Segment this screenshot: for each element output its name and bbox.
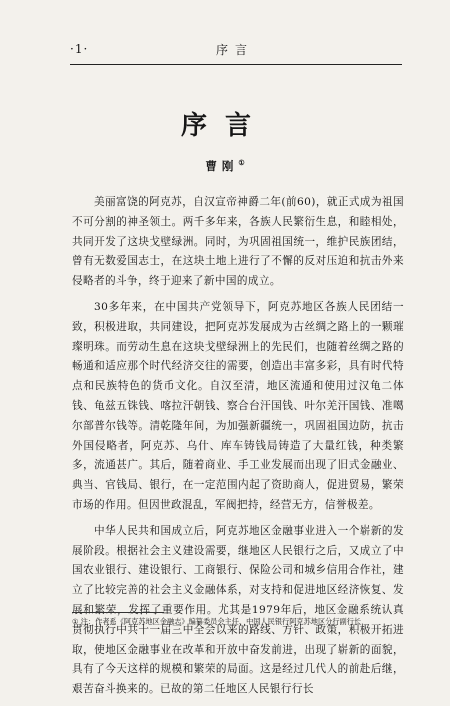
author-line [0, 158, 450, 174]
body-text [72, 193, 404, 706]
footnote-rule [72, 612, 164, 613]
page-header [70, 40, 400, 60]
footnote-text: 注：作者系《阿克苏地区金融志》编纂委员会主任、中国人民银行阿克苏地区分行副行长 [80, 617, 362, 626]
footnote [72, 617, 404, 627]
paragraph-2: 30多年来，在中国共产党领导下，阿克苏地区各族人民团结一致，积极进取，共同建设，把阿克苏发展成为古丝绸之路上的一颗璀璨明珠。而劳动生息在这块戈壁绿洲上的先民们，也随着丝绸之路的畅通和适应那个时代经济交往的需要，创造出丰富多彩，具有时代特点和民族特色的货币文化。自汉至清，地区流通和使用过汉龟二体钱、龟兹五铢钱、喀拉汗朝钱、察合台汗国钱、叶尔羌汗国钱、准噶尔部普尔钱等。清乾隆年间，为加强新疆统一，巩固祖国边防，抗击外国侵略者，阿克苏、乌什、库车铸钱局铸造了大量红钱，种类繁多，流通甚广。其后，随着商业、手工业发展而出现了旧式金融业、典当、官钱局、银行，在一定范围内起了资助商人，促进贸易，繁荣市场的作用。但因世政混乱，军阀把持，经营无方，信誉极差。 [72, 300, 404, 511]
paragraph-3: 中华人民共和国成立后，阿克苏地区金融事业进入一个崭新的发展阶段。根据社会主义建设需要，继地区人民银行之后，又成立了中国农业银行、建设银行、工商银行、保险公司和城乡信用合作社，建立了比较完善的社会主义金融体系，对支持和促进地区经济恢复、发展和繁荣，发挥了重要作用。尤其是1979年后，地区金融系统认真贯彻执行中共十一届三中全会以来的路线、方针、政策，积极开拓进取，使地区金融事业在改革和开放中奋发前进，出现了崭新的面貌，具有了今天这样的规模和繁荣的局面。这是经过几代人的前赴后继，艰苦奋斗换来的。已故的第二任地区人民银行行长 [72, 524, 404, 696]
author-footnote-mark: ① [238, 158, 245, 168]
footnote-mark: ① [72, 617, 79, 626]
header-rule [70, 64, 402, 65]
author-name: 曹刚 [205, 159, 239, 173]
running-title: 序言 [215, 43, 254, 57]
paragraph-1: 美丽富饶的阿克苏，自汉宣帝神爵二年(前60)，就正式成为祖国不可分割的神圣领土。两千多年来，各族人民繁衍生息，和睦相处，共同开发了这块戈壁绿洲。同时，为巩固祖国统一，维护民族团结，曾有无数爱国志士，在这块土地上进行了不懈的反对压迫和抗击外来侵略者的斗争，终于迎来了新中国的成立。 [72, 196, 404, 288]
page-number: ·1· [70, 42, 89, 56]
chapter-title: 序言 [180, 111, 269, 141]
